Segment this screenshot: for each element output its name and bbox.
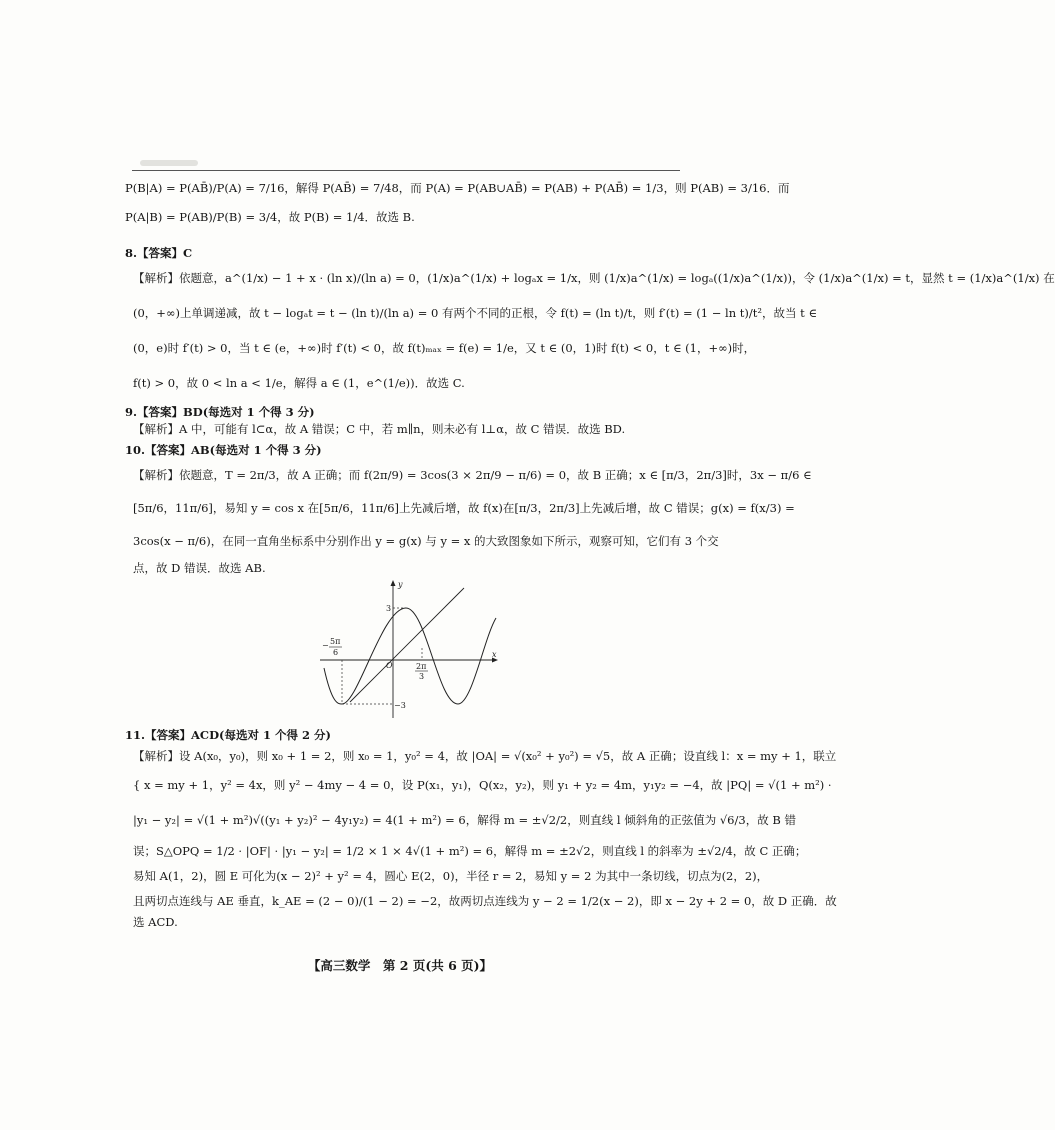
q11-line-7: 选 ACD. [133, 915, 178, 929]
q10-line-4: 点，故 D 错误．故选 AB. [133, 561, 266, 575]
header-mark [140, 160, 198, 166]
line-y-equals-x [350, 588, 464, 702]
prev-line-1: P(B|A) = P(AB̄)/P(A) = 7/16，解得 P(AB̄) = 7/48，而 P(A) = P(AB∪AB̄) = P(AB) + P(AB̄) = 1/3，则 P(AB) = 3/16．而 [125, 181, 790, 195]
q8-line-2: (0，+∞)上单调递减，故 t − logₐt = t − (ln t)/(ln a) = 0 有两个不同的正根，令 f(t) = (ln t)/t，则 f′(t) = (1 − ln t)/t²，故当 t ∈ [133, 306, 817, 320]
q11-answer: 11.【答案】ACD(每选对 1 个得 2 分) [125, 728, 331, 742]
q11-line-3: |y₁ − y₂| = √(1 + m²)√((y₁ + y₂)² − 4y₁y₂) = 4(1 + m²) = 6，解得 m = ±√2/2，则直线 l 倾斜角的正弦值为 √6/3，故 B 错 [133, 813, 796, 827]
right-label-num: 2π [416, 662, 427, 671]
q10-answer: 10.【答案】AB(每选对 1 个得 3 分) [125, 443, 322, 457]
page-footer: 【高三数学 第 2 页(共 6 页)】 [307, 958, 493, 973]
q10-line-1: 【解析】依题意，T = 2π/3，故 A 正确；而 f(2π/9) = 3cos(3 × 2π/9 − π/6) = 0，故 B 正确；x ∈ [π/3，2π/3]时，3x − π/6 ∈ [133, 468, 812, 482]
q8-answer: 8.【答案】C [125, 246, 193, 260]
q8-line-4: f(t) > 0，故 0 < ln a < 1/e，解得 a ∈ (1，e^(1/e))．故选 C. [133, 376, 465, 390]
y-axis-label: y [398, 580, 403, 589]
function-graph [320, 578, 500, 718]
q10-line-3: 3cos(x − π/6)，在同一直角坐标系中分别作出 y = g(x) 与 y = x 的大致图象如下所示，观察可知，它们有 3 个交 [133, 534, 719, 548]
q9-line-1: 【解析】A 中，可能有 l⊂α，故 A 错误；C 中，若 m∥n，则未必有 l⊥α，故 C 错误．故选 BD. [133, 422, 626, 436]
cosine-curve [324, 608, 496, 704]
q11-line-5: 易知 A(1，2)，圆 E 可化为(x − 2)² + y² = 4，圆心 E(2，0)，半径 r = 2，易知 y = 2 为其中一条切线，切点为(2，2)， [133, 869, 769, 883]
prev-line-2: P(A|B) = P(AB)/P(B) = 3/4，故 P(B) = 1/4．故选 B. [125, 210, 415, 224]
left-label-den: 6 [333, 648, 339, 657]
right-label-den: 3 [419, 672, 425, 681]
left-label-sign: − [322, 641, 329, 650]
min-label: −3 [394, 701, 406, 710]
x-axis-label: x [492, 650, 497, 659]
q8-block [125, 245, 1055, 392]
q9-block [125, 404, 685, 438]
prev-solution [125, 180, 790, 226]
q11-line-2: { x = my + 1，y² = 4x，则 y² − 4my − 4 = 0，设 P(x₁，y₁)，Q(x₂，y₂)，则 y₁ + y₂ = 4m，y₁y₂ = −4，故 |PQ| = √(1 + m²) · [133, 778, 832, 792]
q8-line-1: 【解析】依题意，a^(1/x) − 1 + x · (ln x)/(ln a) = 0，(1/x)a^(1/x) + logₐx = 1/x，则 (1/x)a^(1/x) = logₐ((1/x)a^(1/x))，令 (1/x)a^(1/x) = t，显然 t = (1/x)a^(1/x) 在 [133, 271, 1055, 285]
q11-line-1: 【解析】设 A(x₀，y₀)，则 x₀ + 1 = 2，则 x₀ = 1，y₀² = 4，故 |OA| = √(x₀² + y₀²) = √5，故 A 正确；设直线 l：x = my + 1，联立 [133, 749, 837, 763]
header-rule [132, 170, 680, 171]
q9-answer: 9.【答案】BD(每选对 1 个得 3 分) [125, 405, 315, 419]
q11-block [125, 727, 837, 931]
q11-line-4: 误；S△OPQ = 1/2 · |OF| · |y₁ − y₂| = 1/2 × 1 × 4√(1 + m²) = 6，解得 m = ±2√2，则直线 l 的斜率为 ±√2/4，故 C 正确； [133, 844, 807, 858]
y-axis-arrow [391, 580, 396, 586]
q10-block [125, 442, 812, 577]
q11-line-6: 且两切点连线与 AE 垂直，k_AE = (2 − 0)/(1 − 2) = −2，故两切点连线为 y − 2 = 1/2(x − 2)，即 x − 2y + 2 = 0，故 D 正确．故 [133, 894, 837, 908]
origin-label: O [386, 661, 393, 670]
q8-line-3: (0，e)时 f′(t) > 0，当 t ∈ (e，+∞)时 f′(t) < 0，故 f(t)ₘₐₓ = f(e) = 1/e，又 t ∈ (0，1)时 f(t) < 0，t ∈ (1，+∞)时， [133, 341, 756, 355]
left-label-num: 5π [330, 637, 341, 646]
graph-svg [320, 578, 500, 718]
max-label: 3 [386, 604, 392, 613]
q10-line-2: [5π/6，11π/6]，易知 y = cos x 在[5π/6，11π/6]上先减后增，故 f(x)在[π/3，2π/3]上先减后增，故 C 错误；g(x) = f(x/3) = [133, 501, 795, 515]
